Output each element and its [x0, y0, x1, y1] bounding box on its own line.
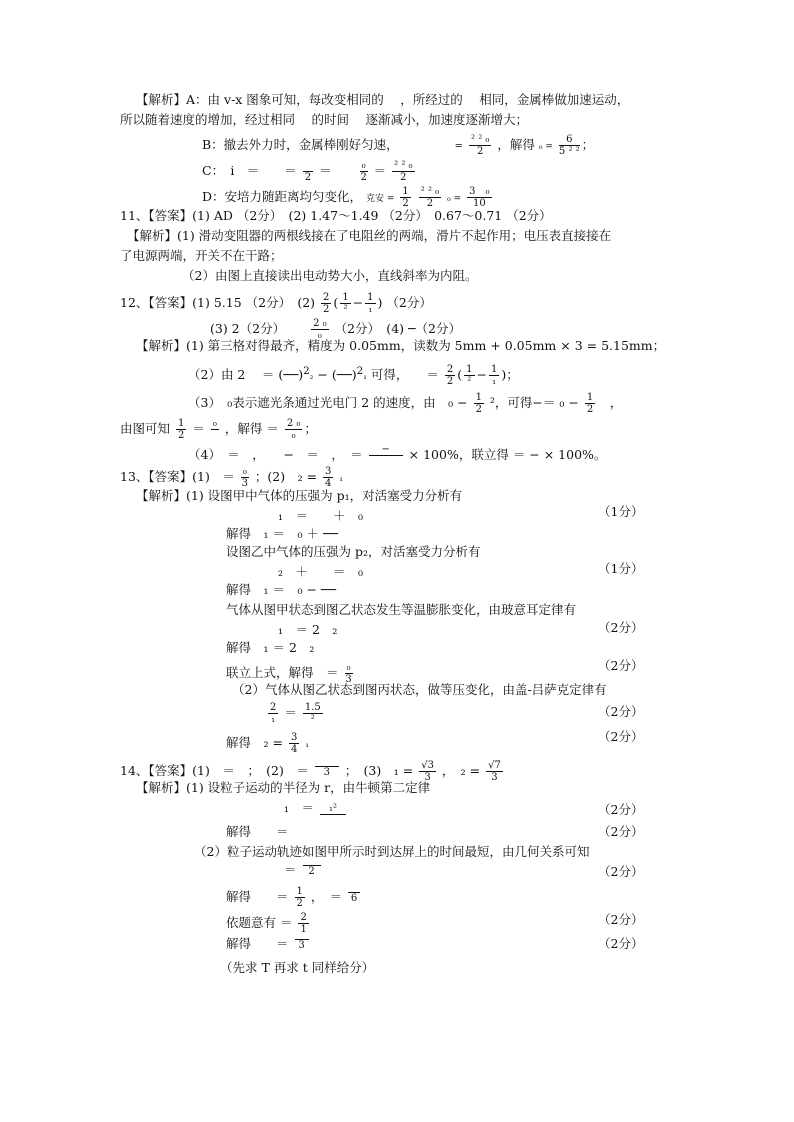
- q12-answer-text: 12、【答案】(1) 5.15 （2分） (2): [120, 295, 316, 310]
- fraction-a13-1: $\frac{\text{₀}}{3}$: [241, 466, 249, 489]
- fraction-s3b-1: $\frac{1}{2}$: [178, 418, 185, 441]
- fraction-s14-2: 2: [303, 865, 321, 877]
- q11-analysis-2: （2）由图上直接读出电动势大小，直线斜率为内阻。: [182, 268, 478, 283]
- q12-analysis-2-text: （2）由 2 ＝: [188, 367, 275, 382]
- q14-solve-1: 解得 ＝: [226, 824, 289, 839]
- q12-pts-2: （2分）: [386, 295, 432, 310]
- fraction-s13-res: $\frac{\text{₀}}{3}$: [345, 662, 352, 685]
- fraction-a14-r1: $\frac{√3}{3}$: [421, 760, 434, 783]
- q14-solve-2-text: 解得 ＝: [226, 889, 289, 904]
- q12-analysis-3: （3） ₀表示遮光条通过光电门 2 的速度，由 ₀ − $\frac{1}{2}$ ²，可得−＝ ₀ − $\frac{1}{2}$ ，: [188, 392, 623, 415]
- fraction-a12: $\frac{2}{2}$: [323, 292, 330, 315]
- q14-answer-text2: ； (3) ₁ =: [344, 763, 414, 778]
- q13-points-3: （2分）: [598, 620, 644, 635]
- q12-analysis-3-text2: ²，可得−＝ ₀ −: [489, 395, 579, 410]
- analysis-line-d: D：安培力随距离均匀变化， 克安 = $\frac{1}{2}$ $\frac{\text{² ² ₀}}{2}$ ₀ = $\frac{\text{3 ₀}}{10}$: [202, 186, 490, 209]
- fraction-c3: $\frac{\text{² ² ₀}}{2}$: [394, 160, 413, 183]
- q13-combine-text: 联立上式，解得 ＝: [226, 665, 339, 680]
- q14-solve-3: [226, 938, 311, 951]
- q13-points-2: （1分）: [598, 561, 644, 576]
- fraction-s13-r: $\frac{3}{4}$: [290, 732, 298, 755]
- q12-analysis-4-text2: × 100%，联立得 ＝ − × 100%。: [408, 447, 607, 462]
- fraction-s14-3: $\frac{1}{2}$: [296, 886, 303, 909]
- fraction-s13-g2: $\frac{1.5}{\text{²}}$: [304, 702, 321, 725]
- q14-points-1: （2分）: [598, 802, 644, 817]
- q13-analysis-1: 【解析】(1) 设图甲中气体的压强为 p₁，对活塞受力分析有: [136, 488, 463, 503]
- line-b-text2: ，解得: [497, 137, 535, 152]
- fraction-s3b-2: ₀: [212, 418, 217, 429]
- q12-answer: 12、【答案】(1) 5.15 （2分） (2) $\frac{2}{2}$ ( $\frac{1}{\text{²}}$ − $\frac{1}{\text{₁}}$ ) （2分）: [120, 292, 432, 315]
- q11-analysis-1b: 了电源两端，开关不在干路；: [120, 248, 283, 263]
- fraction-s14-6: 3: [295, 939, 309, 951]
- q12-answer-text3: （2分） (4) ─（2分）: [334, 321, 461, 336]
- q14-solve-2: [226, 886, 362, 909]
- analysis-line-c: C： i ＝ ＝ 2 ＝ $\frac{\text{₀}}{2}$ ＝ $\frac{\text{² ² ₀}}{2}$: [202, 160, 413, 183]
- b-res-pre: ₀ =: [538, 142, 553, 152]
- fraction-s3a: $\frac{1}{2}$: [475, 392, 482, 415]
- q14-analysis-1: 【解析】(1) 设粒子运动的半径为 r，由牛顿第二定律: [136, 780, 431, 795]
- q14-solve-2-text2: ， ＝: [310, 889, 343, 904]
- q12-analysis-2: （2）由 2 ＝ (──)$^2$₂ − (──)$^2$₁ 可得， ＝ $\frac{2}{2}$ ( $\frac{1}{\text{²}}$ − $\frac{1}{\text{₁}}$ )；: [188, 364, 519, 387]
- fraction-s3b-3: $\frac{\text{2 ₀}}{\text{₀}}$: [286, 418, 301, 441]
- fraction-s4: −: [369, 444, 403, 467]
- q14-points-2: （2分）: [598, 824, 644, 839]
- q13-eq-1: ₁ ＝ ＋ ₀: [278, 508, 364, 523]
- fraction-c2: $\frac{\text{₀}}{2}$: [360, 160, 367, 183]
- q13-eq-2: ₂ ＋ ＝ ₀: [278, 564, 364, 579]
- q13-points-1: （1分）: [598, 504, 644, 519]
- d-pre: 克安 =: [366, 194, 395, 204]
- q13-points-4: （2分）: [598, 658, 644, 673]
- fraction-s14-5: $\frac{2}{1}$: [300, 912, 307, 935]
- q13-answer-text2: ；(2) ₂ =: [254, 469, 318, 484]
- q14-solve-3-text: 解得 ＝: [226, 936, 289, 951]
- q11-analysis-1: 【解析】(1) 滑动变阻器的两根线接在了电阻丝的两端，滑片不起作用；电压表直接接在: [127, 228, 612, 243]
- q13-solve-3: 解得 ₁ ＝ 2 ₂: [226, 640, 315, 655]
- q14-condition-text: 依题意有 ＝: [226, 915, 293, 930]
- q13-eq-4: $\frac{2}{\text{₁}}$ ＝ $\frac{1.5}{\text{²}}$: [270, 702, 321, 725]
- q14-analysis-2: （2）粒子运动轨迹如图甲所示时到达屏上的时间最短，由几何关系可知: [194, 844, 590, 859]
- q14-answer-text: 14、【答案】(1) ＝ ； (2) ＝: [120, 763, 309, 778]
- fraction-b2: $\frac{6}{\text{5 ² ²}}$: [558, 134, 580, 157]
- q14-points-4: （2分）: [598, 912, 644, 927]
- fraction-s14-1: ₁²: [320, 803, 346, 815]
- q12-analysis-1: 【解析】(1) 第三格对得最齐，精度为 0.05mm，读数为 5mm + 0.05mm × 3 = 5.15mm；: [136, 338, 666, 353]
- q12-analysis-2-text2: 可得，: [370, 367, 409, 382]
- analysis-line-a: 【解析】A：由 v-x 图象可知，每改变相同的 ，所经过的 相同，金属棒做加速运动，: [136, 92, 630, 107]
- q13-solve-4: 解得 ₂ = $\frac{3}{4}$ ₁: [226, 732, 309, 755]
- fraction-a12-in1: $\frac{1}{\text{²}}$: [342, 292, 349, 315]
- q13-analysis-3: 气体从图甲状态到图乙状态发生等温膨胀变化，由玻意耳定律有: [226, 602, 577, 617]
- analysis-line-b: B：撤去外力时，金属棒刚好匀速， = $\frac{\text{² ² ₀}}{2}$ ，解得 ₀ = $\frac{6}{\text{5 ² ²}}$ ；: [202, 134, 595, 157]
- q13-answer-text: 13、【答案】(1) ＝: [120, 469, 235, 484]
- fraction-d1: $\frac{1}{2}$: [402, 186, 409, 209]
- q14-condition: [226, 912, 311, 935]
- q13-solve-1: 解得 ₁ ＝ ₀ ＋ ──: [226, 526, 338, 541]
- q12-analysis-3b: 由图可知 $\frac{1}{2}$ ＝ ₀ ，解得 ＝ $\frac{\text{2 ₀}}{\text{₀}}$ ；: [120, 418, 317, 441]
- fraction-d3: $\frac{\text{3 ₀}}{10}$: [469, 186, 490, 209]
- analysis-line-a2: 所以随着速度的增加，经过相同 的时间 逐渐减小，加速度逐渐增大；: [120, 112, 528, 127]
- q14-points-5: （2分）: [598, 936, 644, 951]
- fraction-a13-2: $\frac{3}{4}$: [325, 466, 332, 489]
- q13-solve-2: 解得 ₁ ＝ ₀ − ──: [226, 582, 336, 597]
- q11-answer: 11、【答案】(1) AD （2分） (2) 1.47～1.49 （2分） 0.67～0.71 （2分）: [120, 208, 552, 223]
- line-c-text: C： i ＝ ＝: [202, 163, 297, 178]
- q14-note: （先求 T 再求 t 同样给分）: [220, 960, 375, 975]
- fraction-c1: 2: [303, 160, 313, 183]
- q12-analysis-4: [188, 444, 606, 467]
- fraction-s3b: $\frac{1}{2}$: [586, 392, 594, 415]
- fraction-b1: $\frac{\text{² ² ₀}}{2}$: [471, 134, 490, 157]
- q14-eq-2: ＝ 2: [284, 864, 323, 877]
- q14-answer-text3: ， ₂ =: [441, 763, 481, 778]
- q12-answer-text2: (3) 2（2分）: [210, 321, 286, 336]
- q14-points-3: （2分）: [598, 864, 644, 879]
- q13-solve-4-text: 解得 ₂ =: [226, 735, 283, 750]
- fraction-a12-in2: $\frac{1}{\text{₁}}$: [367, 292, 374, 315]
- q13-points-5: （2分）: [598, 704, 644, 719]
- q12-analysis-4-text: （4） ＝ ， − ＝ ， ＝: [188, 447, 363, 462]
- fraction-d2: $\frac{\text{² ² ₀}}{2}$: [420, 186, 440, 209]
- q12-analysis-3b-text: 由图可知: [120, 421, 171, 436]
- fraction-a14-r2: $\frac{√7}{3}$: [488, 760, 501, 783]
- q12-analysis-3-text: （3） ₀表示遮光条通过光电门 2 的速度，由 ₀ −: [188, 395, 468, 410]
- line-b-text: B：撤去外力时，金属棒刚好匀速，: [202, 137, 399, 152]
- fraction-a14: 3: [315, 766, 339, 778]
- q14-eq-1: [284, 802, 348, 815]
- q13-analysis-2: 设图乙中气体的压强为 p₂，对活塞受力分析有: [226, 544, 481, 559]
- q13-answer: 13、【答案】(1) ＝ $\frac{\text{₀}}{3}$ ；(2) ₂ = $\frac{3}{4}$ ₁: [120, 466, 343, 489]
- fraction-s2: $\frac{2}{2}$: [446, 364, 454, 387]
- fraction-s13-g1: $\frac{2}{\text{₁}}$: [270, 702, 277, 725]
- q14-eq-1-text: ₁ ＝: [284, 800, 315, 815]
- q12-analysis-3b-text2: ，解得: [224, 421, 263, 436]
- q13-analysis-4: （2）气体从图乙状态到图丙状态，做等压变化，由盖-吕萨克定律有: [232, 682, 607, 697]
- fraction-a12b: $\frac{\text{2 ₀}}{\text{₀}}$: [313, 318, 327, 341]
- line-d-text: D：安培力随距离均匀变化，: [202, 189, 363, 204]
- q13-eq-3: ₁ ＝ 2 ₂: [278, 622, 338, 637]
- fraction-s14-4: 6: [348, 892, 360, 904]
- q13-points-6: （2分）: [598, 729, 644, 744]
